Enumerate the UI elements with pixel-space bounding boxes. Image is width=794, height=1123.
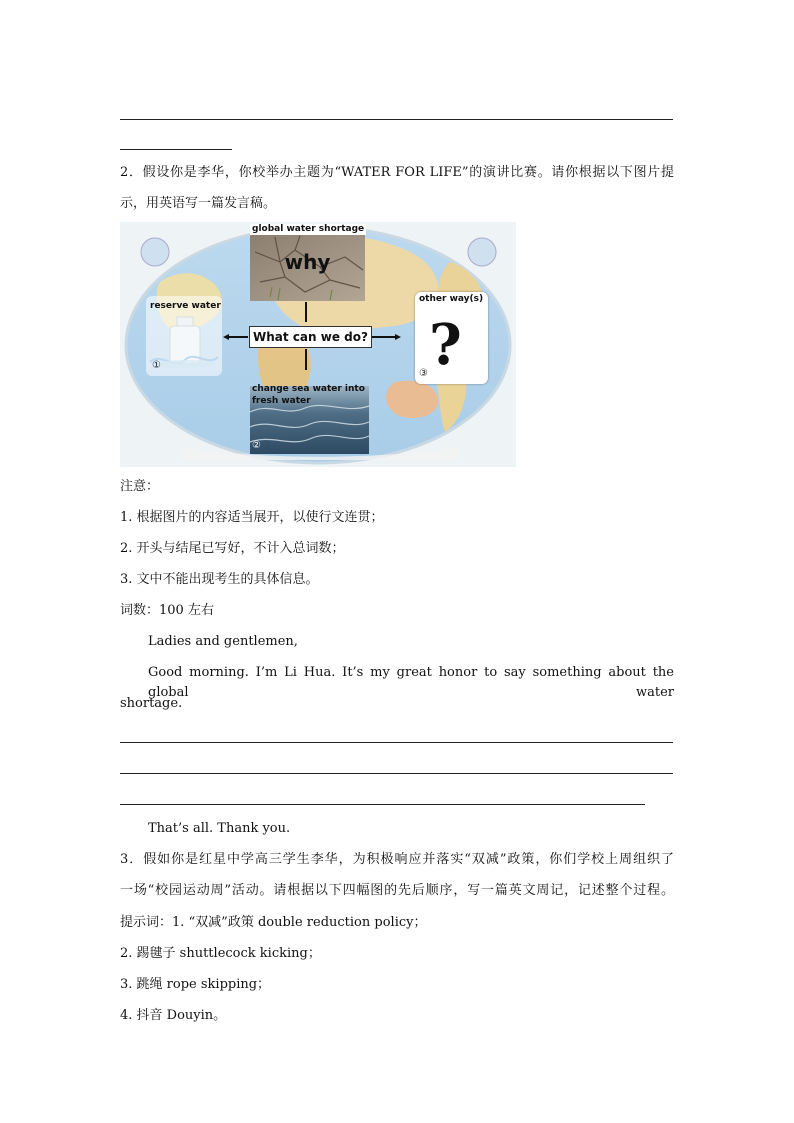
- change-sea-water-title-2: fresh water: [252, 396, 311, 406]
- q3-prompt-line2: 一场“校园运动周”活动。请根据以下四幅图的先后顺序，写一篇英文周记，记述整个过程。: [120, 883, 674, 898]
- note-3: 3. 文中不能出现考生的具体信息。: [120, 572, 319, 587]
- speech-closing: That’s all. Thank you.: [148, 821, 291, 836]
- answer-line: [120, 119, 673, 120]
- panel-change-sea-water: [248, 382, 369, 456]
- change-sea-water-number: ②: [252, 440, 261, 451]
- answer-line-short: [120, 149, 232, 150]
- reserve-water-title: reserve water: [150, 301, 221, 311]
- q2-prompt-line1: 2．假设你是李华，你校举办主题为“WATER FOR LIFE”的演讲比赛。请你根据以下图片提: [120, 165, 674, 180]
- q3-prompt-line1: 3．假如你是红星中学高三学生李华，为积极响应并落实“双减”政策，你们学校上周组织了: [120, 852, 674, 867]
- note-2: 2. 开头与结尾已写好，不计入总词数；: [120, 541, 345, 556]
- notes-title: 注意：: [120, 479, 160, 494]
- change-sea-water-title-1: change sea water into: [252, 384, 365, 394]
- writing-line-2: [120, 773, 673, 774]
- note-1: 1. 根据图片的内容适当展开，以使行文连贯；: [120, 510, 384, 525]
- panel-global-water-shortage: [248, 222, 367, 302]
- writing-line-1: [120, 742, 673, 743]
- what-can-we-do-box: What can we do?: [249, 326, 372, 348]
- q3-hint-4: 4. 抖音 Douyin。: [120, 1008, 227, 1023]
- speech-opening-line2: shortage.: [120, 696, 183, 711]
- reserve-water-number: ①: [152, 360, 161, 371]
- q2-prompt-line2: 示，用英语写一篇发言稿。: [120, 196, 277, 211]
- why-label: why: [284, 250, 331, 274]
- water-for-life-figure: [120, 222, 516, 467]
- word-count: 词数：100 左右: [120, 603, 214, 618]
- speech-opening-line1: Good morning. I’m Li Hua. It’s my great honor to say something about the global water: [148, 665, 674, 700]
- q3-hint-2: 2. 踢毽子 shuttlecock kicking；: [120, 946, 321, 961]
- other-ways-title: other way(s): [419, 294, 484, 304]
- panel-title: global water shortage: [252, 224, 365, 234]
- writing-line-3: [120, 804, 645, 805]
- panel-other-ways: [415, 292, 488, 384]
- q3-hint-3: 3. 跳绳 rope skipping；: [120, 977, 271, 992]
- question-mark-icon: ?: [429, 312, 462, 378]
- inset-globe-left: [141, 238, 169, 266]
- speech-greeting: Ladies and gentlemen,: [148, 634, 298, 649]
- other-ways-number: ③: [419, 368, 428, 379]
- inset-globe-right: [468, 238, 496, 266]
- q3-hint-1: 提示词：1. “双减”政策 double reduction policy；: [120, 915, 427, 930]
